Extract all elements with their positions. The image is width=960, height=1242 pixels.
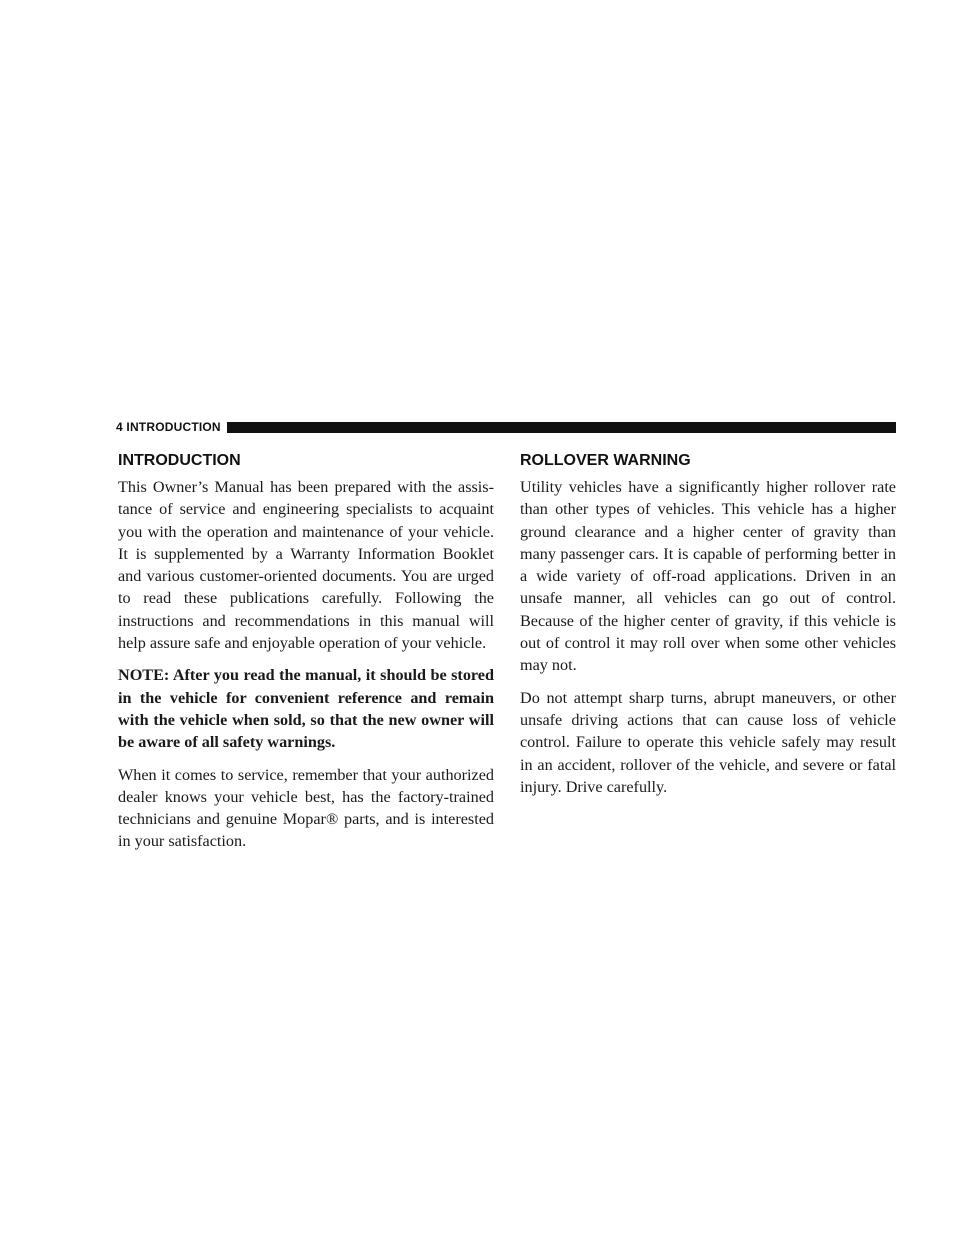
introduction-heading: INTRODUCTION <box>118 452 241 469</box>
introduction-paragraph: This Owner’s Manual has been prepared with the assis-tance of service and engineering specialists to acquaint you with the operation and maintenance of your vehicle. It is supplemented by a Warranty Information Booklet and various customer-oriented documents. You are urged to read these publications carefully. Following the instructions and recommendations in this manual will help assure safe and enjoyable operation of your vehicle. <box>118 478 494 653</box>
driving-caution-paragraph: Do not attempt sharp turns, abrupt maneuvers, or other unsafe driving actions that can cause loss of vehicle control. Failure to operate this vehicle safely may result in an accident, rollover of the vehicle, and severe or fatal injury. Drive carefully. <box>520 688 896 796</box>
note-paragraph: NOTE: After you read the manual, it should be stored in the vehicle for convenient reference and remain with the vehicle when sold, so that the new owner will be aware of all safety warnings. <box>118 666 494 752</box>
left-column <box>118 450 494 863</box>
service-paragraph: When it comes to service, remember that your authorized dealer knows your vehicle best, has the factory-trained technicians and genuine Mopar® parts, and is interested in your satisfaction. <box>118 765 494 851</box>
page-header <box>116 419 896 435</box>
header-rule <box>227 422 896 433</box>
rollover-paragraph: Utility vehicles have a significantly higher rollover rate than other types of vehicles. This vehicle has a higher ground clearance and a higher center of gravity than many passenger cars. It is capable of performing better in a wide variety of off-road applications. Driven in an unsafe manner, all vehicles can go out of control. Because of the higher center of gravity, if this vehicle is out of control it may roll over when some other vehicles may not. <box>520 478 896 675</box>
right-column <box>520 450 896 808</box>
rollover-warning-heading: ROLLOVER WARNING <box>520 452 691 469</box>
page-number-label: 4 INTRODUCTION <box>116 420 221 434</box>
